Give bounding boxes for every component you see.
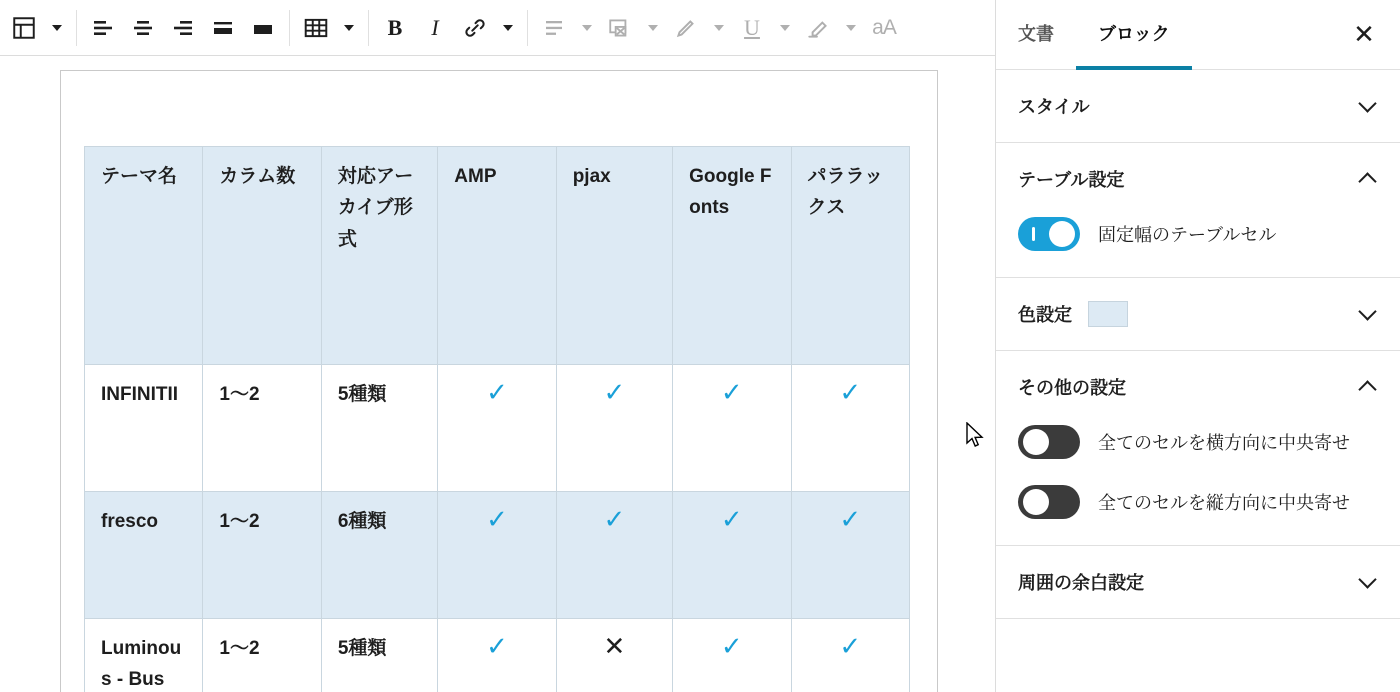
- image-chevron-down-icon[interactable]: [640, 6, 666, 50]
- table-cell-gfonts[interactable]: [673, 619, 791, 692]
- more-rich-text-chevron-down-icon[interactable]: [495, 6, 521, 50]
- table-row: [85, 365, 910, 492]
- marker-chevron-down-icon[interactable]: [838, 6, 864, 50]
- bold-icon: B: [387, 14, 403, 40]
- toggle-knob: [1049, 221, 1075, 247]
- toggle-fixed-width-cells-label: 固定幅のテーブルセル: [1098, 225, 1277, 245]
- table-cell-pjax[interactable]: [556, 365, 672, 492]
- table-row: [85, 619, 910, 692]
- setting-center-vertical: [996, 485, 1400, 545]
- table-header-cell[interactable]: pjax: [556, 147, 672, 365]
- chevron-down-icon: [52, 25, 62, 31]
- table-header-cell[interactable]: AMP: [438, 147, 556, 365]
- cross-icon: ✕: [603, 631, 626, 661]
- check-icon: ✓: [839, 377, 862, 407]
- table-cell-columns[interactable]: 1〜2: [203, 492, 321, 619]
- image-icon[interactable]: [600, 6, 640, 50]
- panel-margin-settings-title: 周囲の余白設定: [1018, 573, 1144, 593]
- chevron-down-icon: [1358, 570, 1376, 588]
- table-block-icon[interactable]: [4, 6, 44, 50]
- check-icon: ✓: [720, 631, 743, 661]
- toolbar-divider: [76, 10, 77, 46]
- underline-button[interactable]: [732, 6, 772, 50]
- font-size-button[interactable]: [864, 6, 904, 50]
- chevron-up-icon: [1358, 380, 1376, 398]
- table-cell-amp[interactable]: [438, 492, 556, 619]
- table-row: [85, 492, 910, 619]
- chevron-down-icon: [846, 25, 856, 31]
- align-left-icon[interactable]: [83, 6, 123, 50]
- setting-fixed-width-cells: [996, 215, 1400, 277]
- table-header-cell[interactable]: カラム数: [203, 147, 321, 365]
- panel-table-settings-header[interactable]: [996, 143, 1400, 215]
- table-cell-gfonts[interactable]: [673, 365, 791, 492]
- toggle-on-mark: [1032, 227, 1035, 241]
- toggle-knob: [1023, 489, 1049, 515]
- italic-button[interactable]: [415, 6, 455, 50]
- editor-canvas[interactable]: [0, 56, 995, 692]
- panel-other-settings: [996, 351, 1400, 546]
- check-icon: ✓: [839, 504, 862, 534]
- table-cell-archive[interactable]: 5種類: [321, 365, 437, 492]
- toggle-center-horizontal[interactable]: [1018, 425, 1080, 459]
- link-icon[interactable]: [455, 6, 495, 50]
- panel-margin-settings: [996, 546, 1400, 619]
- check-icon: ✓: [603, 377, 626, 407]
- table-cell-gfonts[interactable]: [673, 492, 791, 619]
- table-cell-parallax[interactable]: [791, 619, 909, 692]
- toolbar-group-table-edit: [296, 0, 362, 56]
- chevron-down-icon: [1358, 302, 1376, 320]
- chevron-down-icon: [780, 25, 790, 31]
- table-cell-theme-name[interactable]: Luminous - Bus: [85, 619, 203, 692]
- table-cell-archive[interactable]: 6種類: [321, 492, 437, 619]
- table-cell-theme-name[interactable]: fresco: [85, 492, 203, 619]
- table-cell-theme-name[interactable]: INFINITII: [85, 365, 203, 492]
- tab-block[interactable]: ブロック: [1076, 0, 1192, 70]
- check-icon: ✓: [603, 504, 626, 534]
- toggle-fixed-width-cells[interactable]: [1018, 217, 1080, 251]
- panel-style-title: スタイル: [1018, 97, 1090, 117]
- chevron-down-icon: [648, 25, 658, 31]
- block-type-chevron-down-icon[interactable]: [44, 6, 70, 50]
- panel-other-settings-title: その他の設定: [1018, 378, 1126, 398]
- chevron-down-icon: [1358, 94, 1376, 112]
- sidebar-tabs: [996, 0, 1400, 70]
- check-icon: ✓: [486, 631, 508, 661]
- toolbar-group-rich-text: [375, 0, 521, 56]
- panel-table-settings: [996, 143, 1400, 278]
- marker-icon[interactable]: [798, 6, 838, 50]
- chevron-down-icon: [344, 25, 354, 31]
- list-icon[interactable]: [534, 6, 574, 50]
- bold-button[interactable]: [375, 6, 415, 50]
- mouse-cursor-icon: [966, 422, 984, 448]
- panel-other-settings-header[interactable]: [996, 351, 1400, 423]
- toolbar-group-block-type: [4, 0, 70, 56]
- underline-icon: U: [744, 14, 760, 40]
- panel-table-settings-title: テーブル設定: [1018, 170, 1125, 190]
- chevron-down-icon: [582, 25, 592, 31]
- toolbar-group-alignment: [83, 0, 283, 56]
- table-cell-columns[interactable]: 1〜2: [203, 619, 321, 692]
- color-swatch[interactable]: [1088, 301, 1128, 327]
- table-header-cell[interactable]: Google Fonts: [673, 147, 791, 365]
- chevron-up-icon: [1358, 172, 1376, 190]
- panel-color-settings: [996, 278, 1400, 351]
- tab-document[interactable]: 文書: [1018, 24, 1054, 44]
- table-header-cell[interactable]: 対応アーカイブ形式: [321, 147, 437, 365]
- check-icon: ✓: [839, 631, 862, 661]
- table-cell-pjax[interactable]: [556, 492, 672, 619]
- toggle-center-vertical[interactable]: [1018, 485, 1080, 519]
- align-center-icon[interactable]: [123, 6, 163, 50]
- underline-chevron-down-icon[interactable]: [772, 6, 798, 50]
- check-icon: ✓: [720, 504, 743, 534]
- pen-chevron-down-icon[interactable]: [706, 6, 732, 50]
- table-cell-amp[interactable]: [438, 619, 556, 692]
- table-cell-columns[interactable]: 1〜2: [203, 365, 321, 492]
- font-size-icon: aA: [872, 15, 896, 39]
- panel-margin-settings-header[interactable]: [996, 546, 1400, 618]
- table-body: [85, 365, 910, 692]
- align-wide-icon[interactable]: [203, 6, 243, 50]
- pen-icon[interactable]: [666, 6, 706, 50]
- table-header-cell[interactable]: テーマ名: [85, 147, 203, 365]
- table-cell-archive[interactable]: 5種類: [321, 619, 437, 692]
- toolbar-divider: [368, 10, 369, 46]
- table-edit-chevron-down-icon[interactable]: [336, 6, 362, 50]
- panel-style: [996, 70, 1400, 143]
- setting-center-horizontal: [996, 423, 1400, 485]
- table-cell-pjax[interactable]: [556, 619, 672, 692]
- panel-color-settings-title: 色設定: [1018, 305, 1072, 325]
- toggle-knob: [1023, 429, 1049, 455]
- check-icon: ✓: [720, 377, 743, 407]
- chevron-down-icon: [714, 25, 724, 31]
- settings-sidebar: [996, 0, 1400, 692]
- table-cell-parallax[interactable]: [791, 365, 909, 492]
- panel-color-settings-header[interactable]: [996, 278, 1400, 350]
- italic-icon: I: [431, 14, 439, 40]
- toggle-center-horizontal-label: 全てのセルを横方向に中央寄せ: [1098, 433, 1350, 453]
- align-full-icon[interactable]: [243, 6, 283, 50]
- list-chevron-down-icon[interactable]: [574, 6, 600, 50]
- table-edit-icon[interactable]: [296, 6, 336, 50]
- check-icon: ✓: [486, 377, 508, 407]
- table-cell-amp[interactable]: [438, 365, 556, 492]
- align-right-icon[interactable]: [163, 6, 203, 50]
- toggle-center-vertical-label: 全てのセルを縦方向に中央寄せ: [1098, 493, 1350, 513]
- panel-style-header[interactable]: [996, 70, 1400, 142]
- table-header-cell[interactable]: パララックス: [791, 147, 909, 365]
- close-icon[interactable]: ✕: [1353, 19, 1375, 49]
- table-header-row: [85, 147, 910, 365]
- check-icon: ✓: [486, 504, 508, 534]
- block-toolbar: [0, 0, 995, 56]
- toolbar-group-extras: [534, 0, 904, 56]
- table-head: [85, 147, 910, 365]
- toolbar-divider: [289, 10, 290, 46]
- toolbar-divider: [527, 10, 528, 46]
- chevron-down-icon: [503, 25, 513, 31]
- comparison-table[interactable]: [84, 146, 910, 692]
- table-cell-parallax[interactable]: [791, 492, 909, 619]
